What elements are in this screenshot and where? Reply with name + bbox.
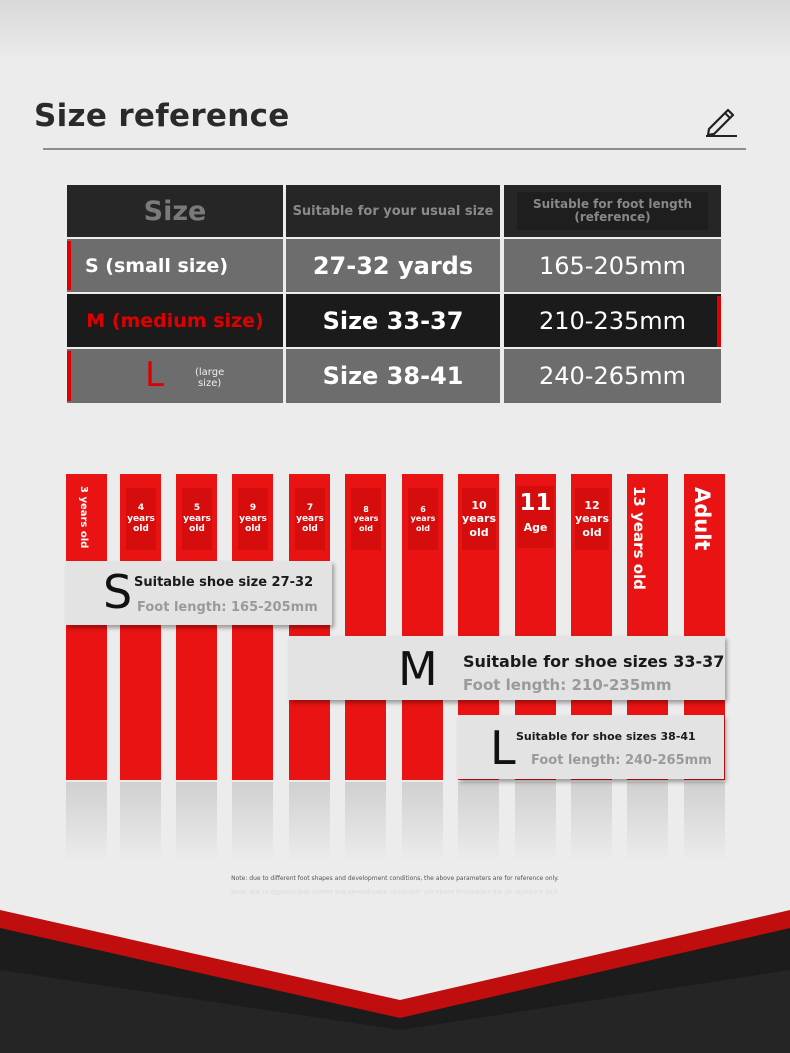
size-l-letter: L [490,721,516,775]
size-l-foot-length: Foot length: 240-265mm [531,753,712,768]
page-title: Size reference [34,98,290,134]
row-l-usual: Size 38-41 [286,349,500,403]
age-label-12: 12 years old [575,488,609,550]
row-s-accent [67,241,71,290]
bar-reflection [571,782,612,862]
row-s-size: S (small size) [67,239,283,292]
age-label-4: 4 years old [126,488,156,550]
age-label-6: 6 years old [408,488,438,550]
header-size: Size [67,185,283,237]
size-s-foot-length: Foot length: 165-205mm [137,600,318,615]
row-l-note: (large size) [195,367,225,389]
bar-reflection [627,782,668,862]
row-s-foot: 165-205mm [504,239,721,292]
age-label-8: 8 years old [351,488,381,550]
size-m-foot-length: Foot length: 210-235mm [463,676,672,694]
bar-reflection [402,782,443,862]
footnote: Note: due to different foot shapes and development conditions, the above parameters are for reference only. [231,875,559,882]
bar-reflection [345,782,386,862]
bar-reflection [176,782,217,862]
bar-reflection [684,782,725,862]
size-l-card [458,715,724,779]
bottom-banner [0,900,790,1053]
top-shade [0,0,790,60]
age-label-5: 5 years old [182,488,212,550]
row-l-foot: 240-265mm [504,349,721,403]
pencil-icon[interactable] [700,100,740,140]
bar-reflection [458,782,499,862]
row-m-accent [717,296,721,347]
header-usual-size: Suitable for your usual size [286,185,500,237]
age-label-10: 10 years old [462,488,496,550]
row-l-letter: L [145,355,164,395]
header-foot-length [504,185,721,237]
bar-reflection [66,782,107,862]
header-foot-length-text: Suitable for foot length (reference) [517,192,708,230]
age-label-3: 3 years old [78,486,89,549]
title-divider [43,148,746,150]
size-table [67,185,721,403]
age-label-13: 13 years old [629,486,648,590]
size-s-title: Suitable shoe size 27-32 [134,575,314,590]
row-s-usual: 27-32 yards [286,239,500,292]
size-s-letter: S [103,565,133,619]
age-label-adult: Adult [690,487,714,551]
size-m-card [289,636,725,700]
size-m-letter: M [398,642,438,696]
bar-reflection [120,782,161,862]
bar-reflection [515,782,556,862]
bar-reflection [232,782,273,862]
row-m-size: M (medium size) [67,294,283,347]
size-l-title: Suitable for shoe sizes 38-41 [516,730,696,743]
bar-reflection [289,782,330,862]
row-m-usual: Size 33-37 [286,294,500,347]
age-11-word: Age [523,521,548,534]
row-m-foot: 210-235mm [504,294,721,347]
row-l-size [67,349,283,403]
age-label-7: 7 years old [295,488,325,550]
row-l-accent [67,351,71,401]
age-label-9: 9 years old [238,488,268,550]
age-label-11 [517,486,554,548]
size-s-card [66,561,332,625]
age-11-number: 11 [519,490,552,516]
footnote-reflection: Note: due to different foot shapes and development conditions, the above parameters are for reference only. [231,888,559,895]
size-m-title: Suitable for shoe sizes 33-37 [463,652,725,671]
